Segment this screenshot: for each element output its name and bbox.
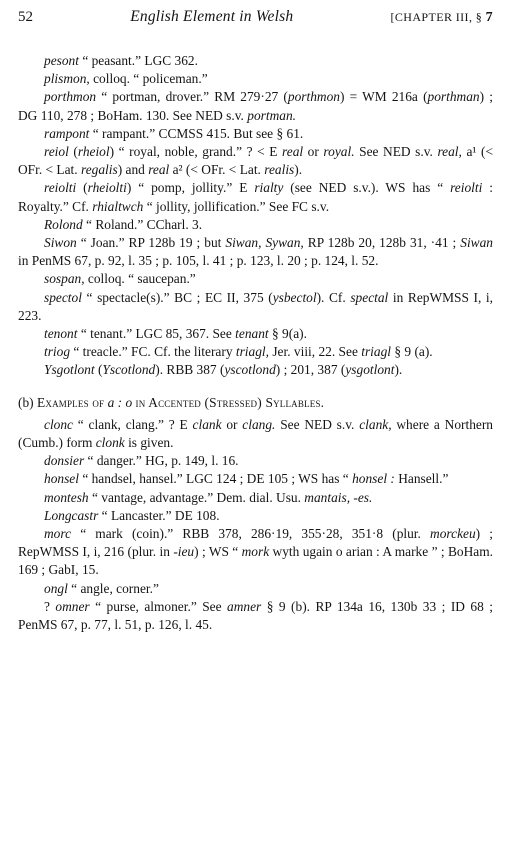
- entry-text: “ spectacle(s).” BC ; EC II, 375 (: [81, 289, 273, 305]
- entry-text: ).: [394, 362, 403, 378]
- entry-text: a² (< OFr. < Lat.: [169, 162, 265, 178]
- entry-text: ).: [294, 162, 303, 178]
- entry-text: (see NED s.v.). WS has “: [283, 180, 451, 196]
- entry-text: RP 128b 20, 128b 31, ·41 ;: [303, 235, 461, 251]
- entry-text: : Royalty.” Cf.: [18, 180, 493, 214]
- entry-italic-text: royal.: [323, 144, 355, 160]
- entry-italic-text: yscotlond: [224, 362, 276, 378]
- entry-italic-text: sospan: [44, 271, 82, 287]
- entry-italic-text: mantais, -es.: [304, 489, 373, 505]
- entry-italic-text: spectal: [350, 289, 389, 305]
- dictionary-entry: [18, 325, 493, 343]
- entry-text: “ tenant.” LGC 85, 367. See: [77, 326, 236, 342]
- dictionary-entry: [18, 216, 493, 234]
- dictionary-entry: [18, 234, 493, 270]
- dictionary-entry: [18, 361, 493, 379]
- entry-italic-text: porthmon: [287, 89, 340, 105]
- entry-italic-text: clonk: [95, 435, 125, 451]
- entry-italic-text: rialty: [254, 180, 284, 196]
- entry-italic-text: clank,: [359, 416, 392, 432]
- entry-italic-text: Rolond: [44, 216, 83, 232]
- entry-italic-text: rampont: [44, 125, 90, 141]
- chapter-reference: [391, 8, 493, 27]
- dictionary-entry: [18, 525, 493, 580]
- entry-italic-text: morckeu: [430, 526, 476, 542]
- dictionary-entry: [18, 88, 493, 124]
- dictionary-entry: [18, 489, 493, 507]
- entry-italic-text: spectol: [44, 289, 82, 305]
- section-heading-text: Examples of: [36, 394, 105, 410]
- entry-text: “ rampant.” CCMSS 415. But see § 61.: [89, 125, 304, 141]
- chapter-reference-number: 7: [485, 10, 493, 25]
- entry-text: wyth ugain o arian : A marke ” ; BoHam. 169 ; GabI, 15.: [18, 544, 493, 578]
- entry-text: “ portman, drover.” RM 279·27 (: [96, 89, 288, 105]
- entry-text: ). Cf.: [316, 289, 351, 305]
- entry-italic-text: omner: [55, 598, 90, 614]
- chapter-reference-text: [CHAPTER III, §: [390, 10, 483, 24]
- entry-text: “ jollity, jollification.” See FC s.v.: [143, 198, 330, 214]
- entry-text: “ vantage, advantage.” Dem. dial. Usu.: [88, 489, 305, 505]
- entry-text: (: [76, 180, 88, 196]
- entry-italic-text: ysbectol: [272, 289, 317, 305]
- entry-italic-text: regalis: [80, 162, 118, 178]
- entry-text: “ Joan.” RP 128b 19 ; but: [76, 235, 226, 251]
- entry-italic-text: rhialtwch: [92, 198, 144, 214]
- entry-italic-text: -ieu: [173, 544, 195, 560]
- entry-italic-text: ongl: [44, 580, 68, 596]
- entry-italic-text: Siwon: [44, 235, 77, 251]
- entry-text: ) “ pomp, jollity.” E: [126, 180, 255, 196]
- entry-italic-text: montesh: [44, 489, 89, 505]
- entry-italic-text: mork: [241, 544, 270, 560]
- entry-italic-text: tenont: [44, 326, 78, 342]
- entry-italic-text: real: [282, 144, 304, 160]
- entry-italic-text: ysgotlont: [345, 362, 395, 378]
- entry-text: § 9 (a).: [391, 344, 433, 360]
- entry-text: , colloq. “ saucepan.”: [81, 271, 196, 287]
- entry-list-a: [18, 52, 493, 380]
- entry-text: “ treacle.” FC. Cf. the literary: [70, 344, 236, 360]
- entry-text: ) ; 201, 387 (: [275, 362, 346, 378]
- entry-italic-text: reiolti: [44, 180, 77, 196]
- entry-italic-text: porthman: [427, 89, 480, 105]
- entry-italic-text: triog: [44, 344, 71, 360]
- entry-text: or: [303, 144, 324, 160]
- entry-italic-text: pesont: [44, 53, 79, 68]
- entry-italic-text: triagl: [361, 344, 392, 360]
- section-formula: a : o: [107, 394, 133, 410]
- entry-text: ) “ royal, noble, grand.” ? < E: [109, 144, 283, 160]
- entry-italic-text: reiolti: [450, 180, 483, 196]
- entry-text: ) and: [117, 162, 149, 178]
- entry-italic-text: rheiol: [77, 144, 110, 160]
- dictionary-entry: [18, 507, 493, 525]
- entry-italic-text: honsel: [44, 471, 79, 487]
- entry-italic-text: real,: [437, 144, 462, 160]
- entry-italic-text: portman.: [247, 107, 296, 123]
- entry-text: Jer. viii, 22. See: [269, 344, 362, 360]
- entry-italic-text: donsier: [44, 453, 85, 469]
- entry-text: ) ; RepWMSS I, i, 216 (plur. in: [18, 526, 493, 560]
- entry-italic-text: Siwan, Sywan,: [225, 235, 304, 251]
- dictionary-entry: [18, 289, 493, 325]
- dictionary-entry: [18, 143, 493, 179]
- entry-text: (: [94, 362, 103, 378]
- entry-text: , colloq. “ policeman.”: [86, 71, 208, 87]
- section-heading-rest: in Accented (Stressed) Syllables.: [135, 394, 325, 410]
- dictionary-entry: [18, 343, 493, 361]
- section-heading: [18, 394, 493, 412]
- entry-text: is given.: [124, 435, 174, 451]
- dictionary-entry: [18, 52, 493, 70]
- entry-italic-text: tenant: [235, 326, 269, 342]
- entry-italic-text: clonc: [44, 416, 73, 432]
- entry-italic-text: amner: [227, 598, 262, 614]
- entry-italic-text: triagl,: [235, 344, 269, 360]
- entry-italic-text: honsel :: [352, 471, 395, 487]
- section-label: (b): [18, 394, 34, 410]
- entry-italic-text: porthmon: [44, 89, 97, 105]
- entry-text: § 9(a).: [268, 326, 307, 342]
- running-header: [18, 8, 493, 32]
- entry-text: in RepWMSS I, i, 223.: [18, 289, 493, 323]
- entry-italic-text: Yscotlond: [102, 362, 156, 378]
- running-title: English Element in Welsh: [130, 8, 294, 25]
- entry-italic-text: Longcastr: [44, 507, 99, 523]
- entry-text: (: [68, 144, 78, 160]
- dictionary-entry: [18, 270, 493, 288]
- entry-text: “ danger.” HG, p. 149, l. 16.: [84, 453, 239, 469]
- dictionary-entry: [18, 179, 493, 215]
- entry-italic-text: clang.: [242, 416, 276, 432]
- entry-text: ?: [44, 598, 56, 614]
- entry-text: “ Roland.” CCharl. 3.: [82, 216, 203, 232]
- entry-list-b: [18, 416, 493, 634]
- entry-text: ) ; WS “: [194, 544, 242, 560]
- entry-text: ) = WM 216a (: [339, 89, 428, 105]
- entry-italic-text: real: [148, 162, 170, 178]
- entry-text: “ purse, almoner.” See: [89, 598, 228, 614]
- entry-text: See NED s.v.: [354, 144, 438, 160]
- entry-text: § 9 (b). RP 134a 16, 130b 33 ; ID 68 ; PenMS 67, p. 77, l. 51, p. 126, l. 45.: [18, 598, 494, 633]
- entry-text: “ Lancaster.” DE 108.: [98, 507, 220, 523]
- entry-italic-text: realis: [264, 162, 295, 178]
- entry-text: ) ; DG 110, 278 ; BoHam. 130. See NED s.v.: [18, 89, 493, 123]
- dictionary-entry: [18, 598, 493, 634]
- entry-text: See NED s.v.: [275, 416, 360, 432]
- dictionary-entry: [18, 70, 493, 88]
- entry-italic-text: rheiolti: [87, 180, 127, 196]
- entry-text: “ clank, clang.” ? E: [73, 416, 193, 432]
- dictionary-entry: [18, 452, 493, 470]
- entry-text: “ mark (coin).” RBB 378, 286·19, 355·28, 351·8 (plur.: [71, 526, 431, 542]
- page-number: 52: [18, 9, 33, 25]
- entry-italic-text: Ysgotlont: [44, 362, 95, 378]
- entry-text: Hansell.”: [394, 471, 449, 487]
- entry-text: or: [221, 416, 243, 432]
- entry-text: in PenMS 67, p. 92, l. 35 ; p. 105, l. 41 ; p. 123, l. 20 ; p. 124, l. 52.: [18, 253, 379, 269]
- entry-italic-text: clank: [192, 416, 222, 432]
- entry-italic-text: plismon: [44, 71, 87, 87]
- dictionary-entry: [18, 416, 493, 452]
- dictionary-entry: [18, 580, 493, 598]
- entry-italic-text: Siwan: [460, 235, 493, 251]
- entry-text: a¹ (< OFr. < Lat.: [18, 144, 493, 178]
- entry-text: “ peasant.” LGC 362.: [78, 53, 198, 68]
- dictionary-entry: [18, 470, 493, 488]
- entry-italic-text: reiol: [44, 144, 69, 160]
- entry-text: where a Northern (Cumb.) form: [18, 416, 493, 451]
- entry-text: “ angle, corner.”: [67, 580, 159, 596]
- dictionary-entry: [18, 125, 493, 143]
- entry-italic-text: morc: [44, 526, 72, 542]
- entry-text: “ handsel, hansel.” LGC 124 ; DE 105 ; WS has “: [78, 471, 353, 487]
- entry-text: ). RBB 387 (: [155, 362, 225, 378]
